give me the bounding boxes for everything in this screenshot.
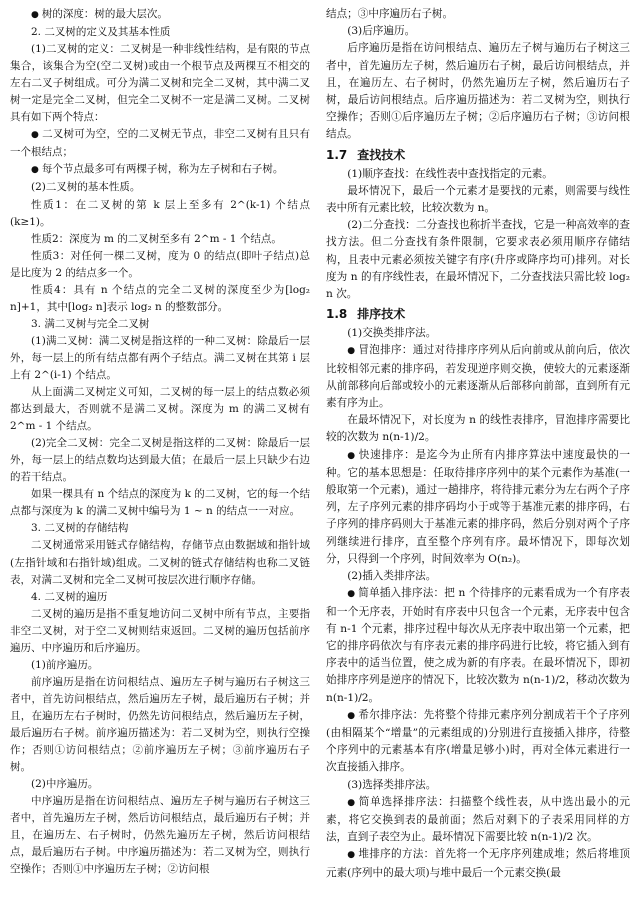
- paragraph: 二叉树通常采用链式存储结构，存储节点由数据域和指针域(左指针域和右指针域)组成。二叉树的链式存储结构也称二叉链表，对满二叉树和完全二叉树可按层次进行顺序存储。: [10, 539, 310, 586]
- paragraph: 性质3：对任何一棵二叉树，度为 0 的结点(即叶子结点)总是比度为 2 的结点多一个。: [10, 249, 310, 279]
- paragraph-continuation: 结点；③中序遍历右子树。: [326, 8, 454, 20]
- paragraph: (1)二叉树的定义：二叉树是一种非线性结构，是有限的节点集合，该集合为空(空二叉树)或由一个根节点及两棵互不相交的左右二叉子树组成。可分为满二叉树和完全二叉树，其中满二叉树一定是完全二叉树，但完全二叉树不一定是满二叉树。二叉树具有如下两个特点：: [10, 43, 310, 124]
- bullet-text: 简单插入排序法：把 n 个待排序的元素看成为一个有序表和一个无序表，开始时有序表中只包含一个元素，无序表中包含有 n-1 个元素，排序过程中每次从无序表中取出第一个元素，把它的排序码依次与有序表元素的排序码进行比较，将它插入到有序表中的适当位置，使之成为新的有序表。在最坏情况下，即初始排序序列是逆序的情况下，比较次数为 n(n-1)/2，移动次数为 n(n-1)/2。: [326, 587, 630, 704]
- bullet-icon: ●: [347, 710, 356, 721]
- bullet-item: [326, 342, 630, 412]
- bullet-item: [326, 794, 630, 847]
- paragraph: 如果一棵具有 n 个结点的深度为 k 的二叉树，它的每一个结点都与深度为 k 的满二叉树中编号为 1 ~ n 的结点一一对应。: [10, 488, 310, 518]
- paragraph: 前序遍历是指在访问根结点、遍历左子树与遍历右子树这三者中，首先访问根结点，然后遍历左子树，最后遍历右子树；并且，在遍历左右子树时，仍然先访问根结点，然后遍历左子树，最后遍历右子树。前序遍历描述为：若二叉树为空，则执行空操作；否则①访问根结点；②前序遍历左子树；③前序遍历右子树。: [10, 675, 310, 774]
- subheading: 3. 二叉树的存储结构: [31, 522, 129, 535]
- right-column: [326, 6, 630, 882]
- paragraph: (1)交换类排序法。: [347, 327, 437, 340]
- bullet-icon: ●: [347, 850, 356, 861]
- left-column: [10, 6, 310, 878]
- bullet-text: 二叉树可为空，空的二叉树无节点，非空二叉树有且只有一个根结点；: [10, 128, 311, 159]
- bullet-text: 希尔排序法：先将整个待排元素序列分割成若干个子序列(由相隔某个“增量”的元素组成的)分别进行直接插入排序，待整个序列中的元素基本有序(增量足够小)时，再对全体元素进行一次直接插入排序。: [326, 708, 630, 774]
- bullet-item: [10, 6, 310, 24]
- paragraph: 性质4：具有 n 个结点的完全二叉树的深度至少为[log₂ n]+1，其中[log₂ n]表示 log₂ n 的整数部分。: [10, 283, 310, 313]
- bullet-text: 堆排序的方法：首先将一个无序序列建成堆；然后将堆顶元素(序列中的最大项)与堆中最后一个元素交换(最: [326, 848, 630, 879]
- section-title: 查找技术: [357, 147, 406, 162]
- paragraph: (3)后序遍历。: [347, 25, 416, 38]
- section-title: 排序技术: [357, 307, 406, 322]
- bullet-icon: ●: [31, 165, 39, 176]
- subheading: 2. 二叉树的定义及其基本性质: [31, 26, 171, 39]
- paragraph: 从上面满二叉树定义可知，二叉树的每一层上的结点数必须都达到最大，否则就不是满二叉树。深度为 m 的满二叉树有 2^m - 1 个结点。: [10, 386, 310, 433]
- section-heading: [326, 304, 630, 324]
- bullet-text: 快速排序：是迄今为止所有内排序算法中速度最快的一种。它的基本思想是：任取待排序序列中的某个元素作为基准(一般取第一个元素)，通过一趟排序，将待排元素分为左右两个子序列，左子序列元素的排序码均小于或等于基准元素的排序码，右子序列的排序码则大于基准元素的排序码，然后分别对两个子序列继续进行排序，直至整个序列有序。最坏情况下，即每次划分，只得到一个序列，时间效率为 O(n₂)。: [326, 448, 630, 565]
- paragraph: 后序遍历是指在访问根结点、遍历左子树与遍历右子树这三者中，首先遍历左子树，然后遍历右子树，最后访问根结点，并且，在遍历左、右子树时，仍然先遍历左子树，然后遍历右子树，最后访问根结点。后序遍历描述为：若二叉树为空，则执行空操作；否则①后序遍历左子树；②后序遍历右子树；③访问根结点。: [326, 42, 630, 141]
- bullet-item: [326, 447, 630, 568]
- paragraph: (1)满二叉树：满二叉树是指这样的一种二叉树：除最后一层外，每一层上的所有结点都有两个子结点。满二叉树在其第 i 层上有 2^(i-1) 个结点。: [10, 334, 310, 381]
- bullet-item: [326, 846, 630, 881]
- bullet-icon: ●: [347, 589, 356, 600]
- subheading: 3. 满二叉树与完全二叉树: [31, 317, 150, 330]
- paragraph: (2)插入类排序法。: [347, 570, 437, 583]
- section-number: 1.8: [326, 307, 348, 322]
- paragraph: 性质1：在二叉树的第 k 层上至多有 2^(k-1) 个结点(k≥1)。: [10, 198, 310, 228]
- bullet-icon: ●: [347, 450, 356, 461]
- paragraph: (1)顺序查找：在线性表中查找指定的元素。: [347, 167, 553, 180]
- bullet-text: 简单选择排序法：扫描整个线性表，从中选出最小的元素，将它交换到表的最前面；然后对剩下的子表采用同样的方法，直到子表空为止。最坏情况下需要比较 n(n-1)/2 次。: [326, 795, 630, 844]
- bullet-icon: ●: [31, 10, 39, 20]
- paragraph: (2)二叉树的基本性质。: [31, 181, 141, 194]
- subheading: 4. 二叉树的遍历: [31, 590, 108, 603]
- paragraph: 最坏情况下，最后一个元素才是要找的元素，则需要与线性表中所有元素比较，比较次数为 n。: [326, 184, 630, 215]
- bullet-text: 每个节点最多可有两棵子树，称为左子树和右子树。: [41, 163, 284, 176]
- section-number: 1.7: [326, 147, 348, 162]
- bullet-item: [10, 161, 310, 179]
- bullet-icon: ●: [347, 346, 356, 357]
- bullet-item: [10, 126, 310, 161]
- paragraph: 二叉树的遍历是指不重复地访问二叉树中所有节点，主要指非空二叉树，对于空二叉树则结束返回。二叉树的遍历包括前序遍历、中序遍历和后序遍历。: [10, 607, 310, 654]
- section-heading: [326, 145, 630, 165]
- paragraph: 中序遍历是指在访问根结点、遍历左子树与遍历右子树这三者中，首先遍历左子树，然后访问根结点，最后遍历右子树；并且，在遍历左、右子树时，仍然先遍历左子树，然后访问根结点，最后遍历右子树。中序遍历描述为：若二叉树为空，则执行空操作；否则①中序遍历左子树；②访问根: [10, 795, 310, 876]
- paragraph: (1)前序遍历。: [31, 658, 99, 671]
- bullet-text: 树的深度：树的最大层次。: [41, 8, 168, 20]
- paragraph: (2)完全二叉树：完全二叉树是指这样的二叉树：除最后一层外，每一层上的结点数均达到最大值；在最后一层上只缺少右边的若干结点。: [10, 437, 310, 484]
- bullet-item: [326, 707, 630, 777]
- bullet-icon: ●: [347, 797, 356, 808]
- paragraph: (2)二分查找：二分查找也称折半查找，它是一种高效率的查找方法。但二分查找有条件限制，它要求表必须用顺序存储结构，且表中元素必须按关键字有序(升序或降序均可)排列。对长度为 n 的有序线性表，在最坏情况下，二分查找法只需比较 log₂ n 次。: [326, 219, 630, 301]
- paragraph: 在最坏情况下，对长度为 n 的线性表排序，冒泡排序需要比较的次数为 n(n-1)/2。: [326, 414, 630, 444]
- bullet-icon: ●: [31, 130, 40, 141]
- paragraph: (2)中序遍历。: [31, 778, 99, 791]
- bullet-item: [326, 585, 630, 706]
- bullet-text: 冒泡排序：通过对待排序序列从后向前或从前向后，依次比较相邻元素的排序码，若发现逆序则交换，使较大的元素逐渐从前部移向后部或较小的元素逐渐从后部移向前部，直到所有元素有序为止。: [326, 344, 630, 410]
- paragraph: 性质2：深度为 m 的二叉树至多有 2^m - 1 个结点。: [31, 232, 282, 245]
- paragraph: (3)选择类排序法。: [347, 778, 437, 791]
